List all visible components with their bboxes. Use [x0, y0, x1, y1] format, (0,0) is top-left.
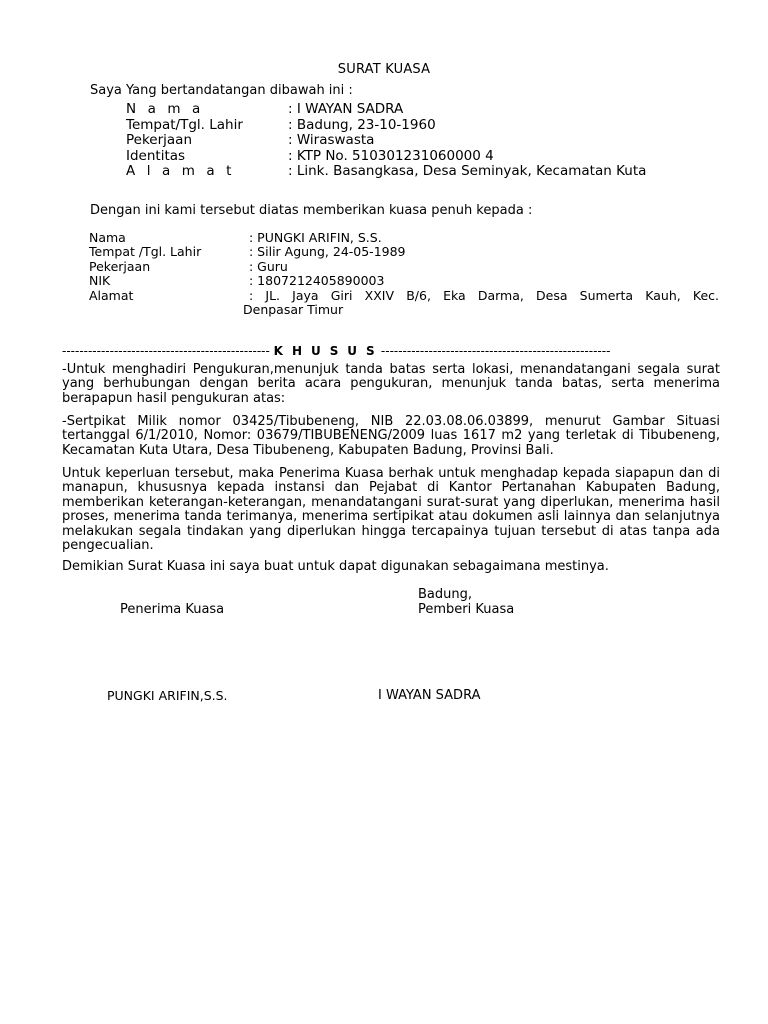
document-title: SURAT KUASA [337, 62, 431, 77]
grantor-job-label: Pekerjaan [126, 132, 193, 149]
grantor-address-row [126, 164, 646, 180]
grantee-address-label: Alamat [89, 287, 134, 303]
paragraph-closing: Demikian Surat Kuasa ini saya buat untuk dapat digunakan sebagaimana mestinya. [62, 559, 609, 574]
grantee-details [89, 231, 719, 317]
grantee-name-value: : PUNGKI ARIFIN, S.S. [249, 230, 382, 245]
grantee-nik-value: : 1807212405890003 [249, 273, 385, 289]
intro-text: Saya Yang bertandatangan dibawah ini : [90, 83, 353, 98]
paragraph-authority: Untuk keperluan tersebut, maka Penerima Kuasa berhak untuk menghadap kepada siapapun dan di manapun, khususnya kepada instansi dan Pejabat di Kantor Pertanahan Kabupaten Badung, memberikan keterangan-keterangan, menandatangani surat-surat yang diperlukan, menerima hasil proses, menerima tanda terimanya, menerima sertipikat atau dokumen asli lainnya dan selanjutnya melakukan segala tindakan yang diperlukan hingga tercapainya tujuan tersebut di atas tanpa ada pengecualian. [62, 466, 720, 554]
grantor-name-row [126, 102, 646, 118]
grantee-birth-label: Tempat /Tgl. Lahir [89, 244, 202, 260]
grantor-birth-value: : Badung, 23-10-1960 [288, 116, 436, 133]
grantor-address-label: A l a m a t [126, 163, 236, 180]
signature-place: Badung, [418, 587, 472, 602]
khusus-right-dashes: ----------------------------------------------------- [380, 344, 611, 358]
grantee-job-row [89, 260, 719, 274]
giver-label: Pemberi Kuasa [418, 602, 515, 617]
khusus-divider [62, 344, 610, 358]
grantee-nik-label: NIK [89, 273, 111, 289]
grantor-address-value: : Link. Basangkasa, Desa Seminyak, Kecamatan Kuta [288, 163, 647, 180]
khusus-heading: K H U S U S [273, 344, 378, 358]
grantee-birth-value: : Silir Agung, 24-05-1989 [249, 244, 406, 260]
grantee-address-continuation: Denpasar Timur [243, 302, 344, 318]
giver-name: I WAYAN SADRA [378, 688, 481, 703]
paragraph-certificate: -Sertpikat Milik nomor 03425/Tibubeneng, NIB 22.03.08.06.03899, menurut Gambar Situasi tertanggal 6/1/2010, Nomor: 03679/TIBUBENENG/2009 luas 1617 m2 yang terletak di Tibubeneng, Kecamatan Kuta Utara, Desa Tibubeneng, Kabupaten Badung, Provinsi Bali. [62, 414, 720, 458]
grantee-address-value: : JL. Jaya Giri XXIV B/6, Eka Darma, Desa Sumerta Kauh, Kec. [249, 287, 719, 303]
grantee-job-value: : Guru [249, 258, 288, 274]
grantee-birth-row [89, 245, 719, 259]
grantee-nik-row [89, 274, 719, 288]
grantee-job-label: Pekerjaan [89, 258, 151, 274]
grantor-details [126, 102, 646, 180]
receiver-name: PUNGKI ARIFIN,S.S. [107, 688, 228, 703]
paragraph-measurement: -Untuk menghadiri Pengukuran,menunjuk tanda batas serta lokasi, menandatangani segala surat yang berhubungan dengan berita acara pengukuran, menunjuk tanda batas, serta menerima berapapun hasil pengukuran atas: [62, 362, 720, 406]
grantor-job-row [126, 133, 646, 149]
receiver-label: Penerima Kuasa [120, 602, 225, 617]
grantee-name-row [89, 231, 719, 245]
grant-intro-text: Dengan ini kami tersebut diatas memberikan kuasa penuh kepada : [90, 203, 533, 218]
grantor-birth-label: Tempat/Tgl. Lahir [126, 116, 243, 133]
grantor-name-label: N a m a [126, 101, 204, 117]
khusus-left-dashes: ------------------------------------------------ [62, 344, 270, 358]
grantor-job-value: : Wiraswasta [288, 132, 375, 149]
grantor-id-value: : KTP No. 510301231060000 4 [288, 147, 494, 164]
grantee-name-label: Nama [89, 230, 126, 245]
grantor-id-row [126, 149, 646, 165]
grantee-address-row [89, 289, 719, 303]
grantor-id-label: Identitas [126, 147, 186, 164]
grantor-name-value: : I WAYAN SADRA [288, 101, 404, 117]
grantor-birth-row [126, 118, 646, 134]
